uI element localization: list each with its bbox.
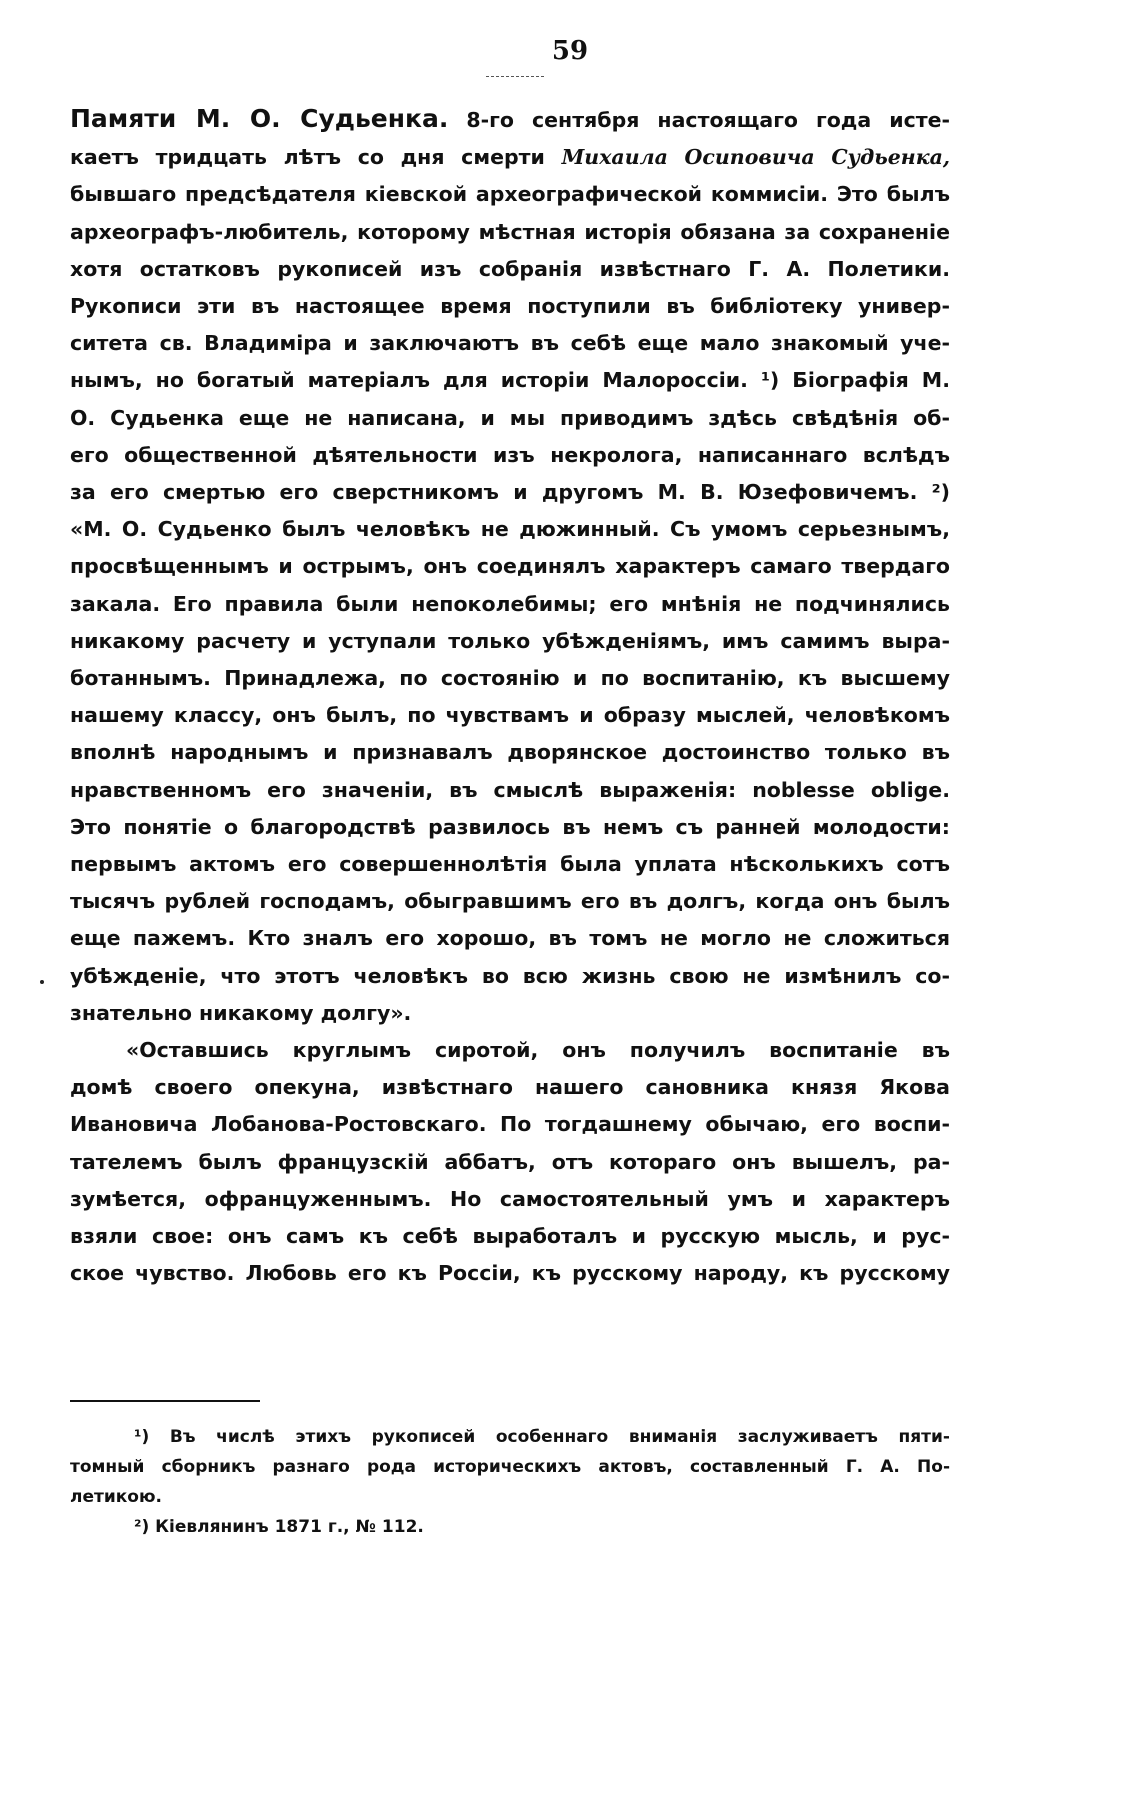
text-line: его общественной дѣятельности изъ некролога, написаннаго вслѣдъ bbox=[70, 442, 950, 467]
text-line: домѣ своего опекуна, извѣстнаго нашего сановника князя Якова bbox=[70, 1075, 950, 1100]
text-line: «М. О. Судьенко былъ человѣкъ не дюжинный. Съ умомъ серьезнымъ, bbox=[70, 517, 950, 542]
article-line-2 bbox=[70, 139, 950, 176]
text-line: нашему классу, онъ былъ, по чувствамъ и образу мыслей, человѣкомъ bbox=[70, 703, 950, 728]
text-line: тысячъ рублей господамъ, обыгравшимъ его въ долгъ, когда онъ былъ bbox=[70, 889, 950, 914]
text-line: Ивановича Лобанова-Ростовскаго. По тогдашнему обычаю, его воспи- bbox=[70, 1112, 950, 1137]
text-line: вполнѣ народнымъ и признавалъ дворянское достоинство только въ bbox=[70, 740, 950, 765]
text-line: нымъ, но богатый матеріалъ для исторіи Малороссіи. ¹) Біографія М. bbox=[70, 368, 950, 393]
page-number-rule bbox=[486, 76, 544, 77]
footnote-line: ¹) Въ числѣ этихъ рукописей особеннаго вниманія заслуживаетъ пяти- bbox=[134, 1427, 950, 1447]
text-line: каетъ тридцать лѣтъ со дня смерти bbox=[70, 145, 545, 170]
text-line: ботаннымъ. Принадлежа, по состоянію и по воспитанію, къ высшему bbox=[70, 666, 950, 691]
text-line: закала. Его правила были непоколебимы; его мнѣнія не подчинялись bbox=[70, 591, 950, 616]
text-line: зумѣется, офранцуженнымъ. Но самостоятельный умъ и характеръ bbox=[70, 1186, 950, 1211]
footnote-2 bbox=[70, 1512, 950, 1542]
text-line: первымъ актомъ его совершеннолѣтія была уплата нѣсколькихъ сотъ bbox=[70, 852, 950, 877]
text-line: никакому расчету и уступали только убѣжденіямъ, имъ самимъ выра- bbox=[70, 628, 950, 653]
text-line: ситета св. Владиміра и заключаютъ въ себѣ еще мало знакомый уче- bbox=[70, 331, 950, 356]
text-line: убѣжденіе, что этотъ человѣкъ во всю жизнь свою не измѣнилъ со- bbox=[70, 963, 950, 988]
footnote-line: ²) Кіевлянинъ 1871 г., № 112. bbox=[134, 1517, 424, 1537]
footnote-line: летикою. bbox=[70, 1487, 162, 1507]
text-line: еще пажемъ. Кто зналъ его хорошо, въ томъ не могло не сложиться bbox=[70, 926, 950, 951]
text-line: 8-го сентября настоящаго года исте- bbox=[466, 108, 951, 132]
text-line: за его смертью его сверстникомъ и другомъ М. В. Юзефовичемъ. ²) bbox=[70, 480, 950, 505]
text-line: археографъ-любитель, которому мѣстная исторія обязана за сохраненіе bbox=[70, 219, 950, 244]
text-line: «Оставшись круглымъ сиротой, онъ получилъ воспитаніе въ bbox=[126, 1038, 950, 1063]
text-line: нравственномъ его значеніи, въ смыслѣ выраженія: noblesse oblige. bbox=[70, 777, 950, 802]
italic-person-name: Михаила Осиповича Судьенка, bbox=[561, 145, 950, 170]
footnotes bbox=[70, 1422, 950, 1542]
text-line: просвѣщеннымъ и острымъ, онъ соединялъ характеръ самаго твердаго bbox=[70, 554, 950, 579]
text-line: тателемъ былъ французскій аббатъ, отъ котораго онъ вышелъ, ра- bbox=[70, 1149, 950, 1174]
text-line: О. Судьенка еще не написана, и мы приводимъ здѣсь свѣдѣнія об- bbox=[70, 405, 950, 430]
text-line: Это понятіе о благородствѣ развилось въ немъ съ ранней молодости: bbox=[70, 814, 950, 839]
print-speck bbox=[40, 980, 44, 984]
footnote-line: томный сборникъ разнаго рода историческихъ актовъ, составленный Г. А. По- bbox=[70, 1457, 950, 1477]
page-number: 59 bbox=[551, 36, 589, 66]
text-line: знательно никакому долгу». bbox=[70, 1000, 412, 1025]
text-line: бывшаго предсѣдателя кіевской археографической коммисіи. Это былъ bbox=[70, 182, 950, 207]
article-line-1 bbox=[70, 100, 950, 139]
footnote-separator bbox=[70, 1400, 260, 1402]
article-heading: Памяти М. О. Судьенка. bbox=[70, 104, 449, 133]
text-line: ское чувство. Любовь его къ Россіи, къ русскому народу, къ русскому bbox=[70, 1261, 950, 1286]
text-line: Рукописи эти въ настоящее время поступили въ библіотеку универ- bbox=[70, 294, 950, 319]
article-body bbox=[70, 100, 950, 1293]
text-line: хотя остатковъ рукописей изъ собранія извѣстнаго Г. А. Полетики. bbox=[70, 256, 950, 281]
footnote-1 bbox=[70, 1422, 950, 1512]
text-line: взяли свое: онъ самъ къ себѣ выработалъ и русскую мысль, и рус- bbox=[70, 1224, 950, 1249]
